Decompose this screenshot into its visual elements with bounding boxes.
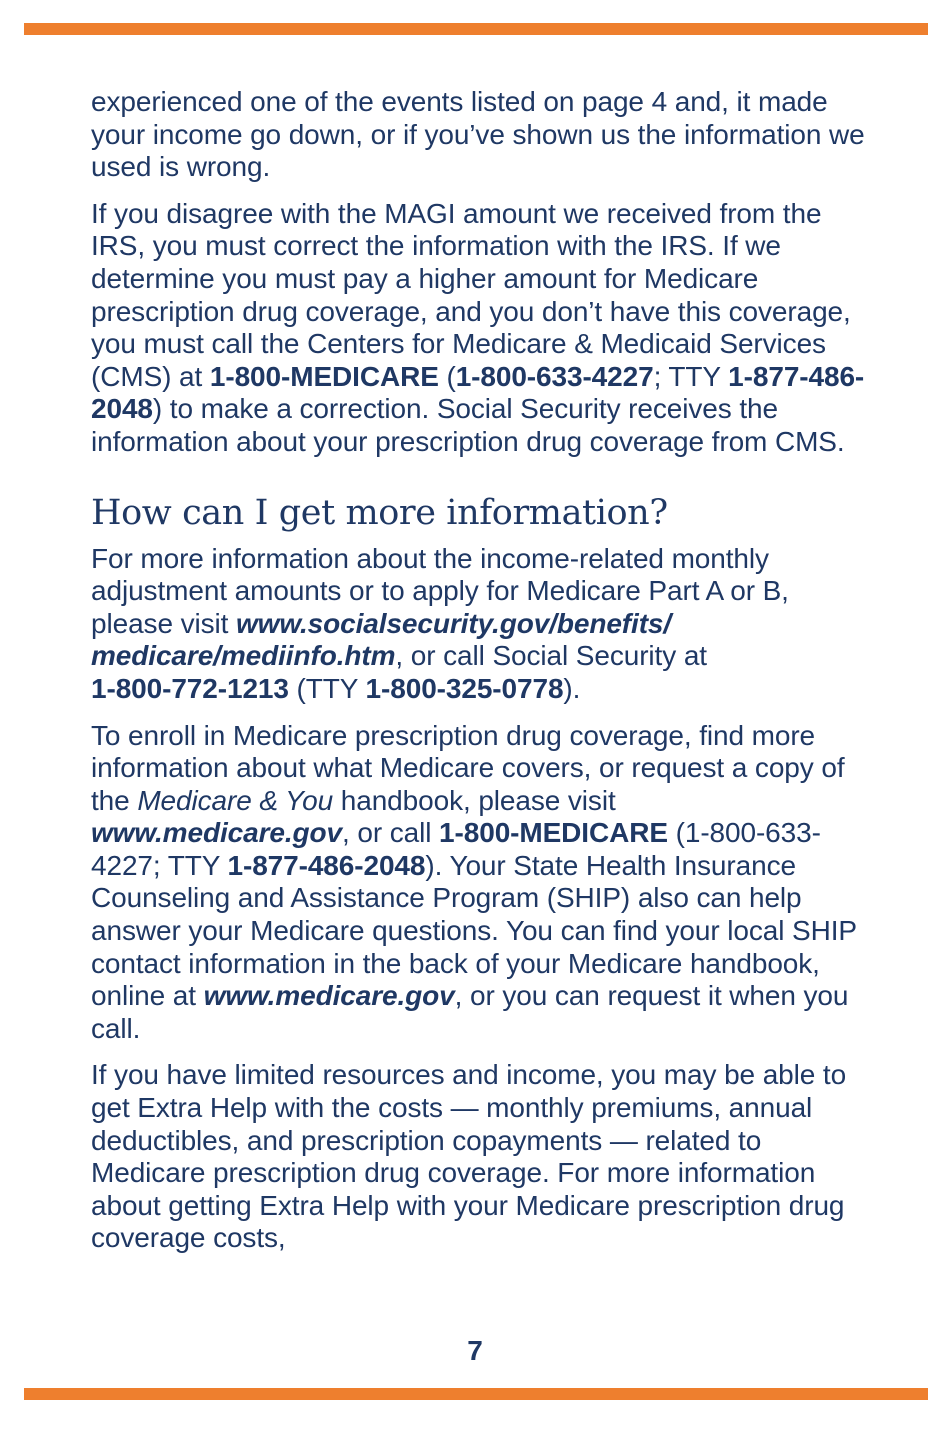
handbook-title: Medicare & You [137, 784, 334, 816]
page-content [91, 86, 871, 1269]
social-security-phone: 1-800-772-1213 [91, 672, 289, 704]
medicare-gov-link-2[interactable]: www.medicare.gov [203, 980, 455, 1012]
medicare-tty-number: 1-877-486-2048 [91, 360, 865, 425]
paragraph-more-info: For more information about the income-related monthly adjustment amounts or to apply for Medicare Part A or B, please visit www.socialsecurity.gov/benefits/ medicare/mediinfo.htm, or call Social Security at 1-800-772-1213 (TTY 1-800-325-0778). [91, 542, 789, 704]
paragraph-magi-disagreement: If you disagree with the MAGI amount we received from the IRS, you must correct the information with the IRS. If we determine you must pay a higher amount for Medicare prescription drug coverage, and you don’t have this coverage, you must call the Centers for Medicare & Medicaid Services (CMS) at 1-800-MEDICARE (1-800-633-4227; TTY 1-877-486-2048) to make a correction. Social Security receives the information about your prescription drug coverage from CMS. [91, 197, 865, 457]
paragraph-enroll: To enroll in Medicare prescription drug coverage, find more information about what Medicare covers, or request a copy of the Medicare & You handbook, please visit www.medicare.gov, or call 1-800-MEDICARE (1-800-633-4227; TTY 1-877-486-2048). Your State Health Insurance Counseling and Assistance Program (SHIP) also can help answer your Medicare questions. You can find your local SHIP contact information in the back of your Medicare handbook, online at www.medicare.gov, or you can request it when you call. [91, 719, 857, 1044]
paragraph-extra-help: If you have limited resources and income, you may be able to get Extra Help with the costs — monthly premiums, annual deductibles, and prescription copayments — related to Medicare prescription drug coverage. For more information about getting Extra Help with your Medicare prescription drug coverage costs, [91, 1059, 847, 1254]
enroll-medicare-phone: 1-800-MEDICARE [439, 817, 668, 849]
social-security-tty: 1-800-325-0778 [365, 672, 564, 704]
enroll-tty-number: 1-877-486-2048 [227, 849, 426, 881]
medicare-phone-mnemonic: 1-800-MEDICARE [209, 360, 439, 392]
bottom-accent-rule [24, 1388, 928, 1400]
paragraph-continuation: experienced one of the events listed on page 4 and, it made your income go down, or if you’ve shown us the information we used is wrong. [91, 86, 865, 183]
page-number: 7 [467, 1335, 483, 1366]
medicare-phone-number: 1-800-633-4227 [455, 360, 654, 392]
medicare-gov-link[interactable]: www.medicare.gov [91, 817, 343, 849]
top-accent-rule [24, 23, 928, 35]
section-heading: How can I get more information? [91, 492, 668, 533]
socialsecurity-link[interactable]: www.socialsecurity.gov/benefits/ medicare/mediinfo.htm [91, 607, 672, 672]
